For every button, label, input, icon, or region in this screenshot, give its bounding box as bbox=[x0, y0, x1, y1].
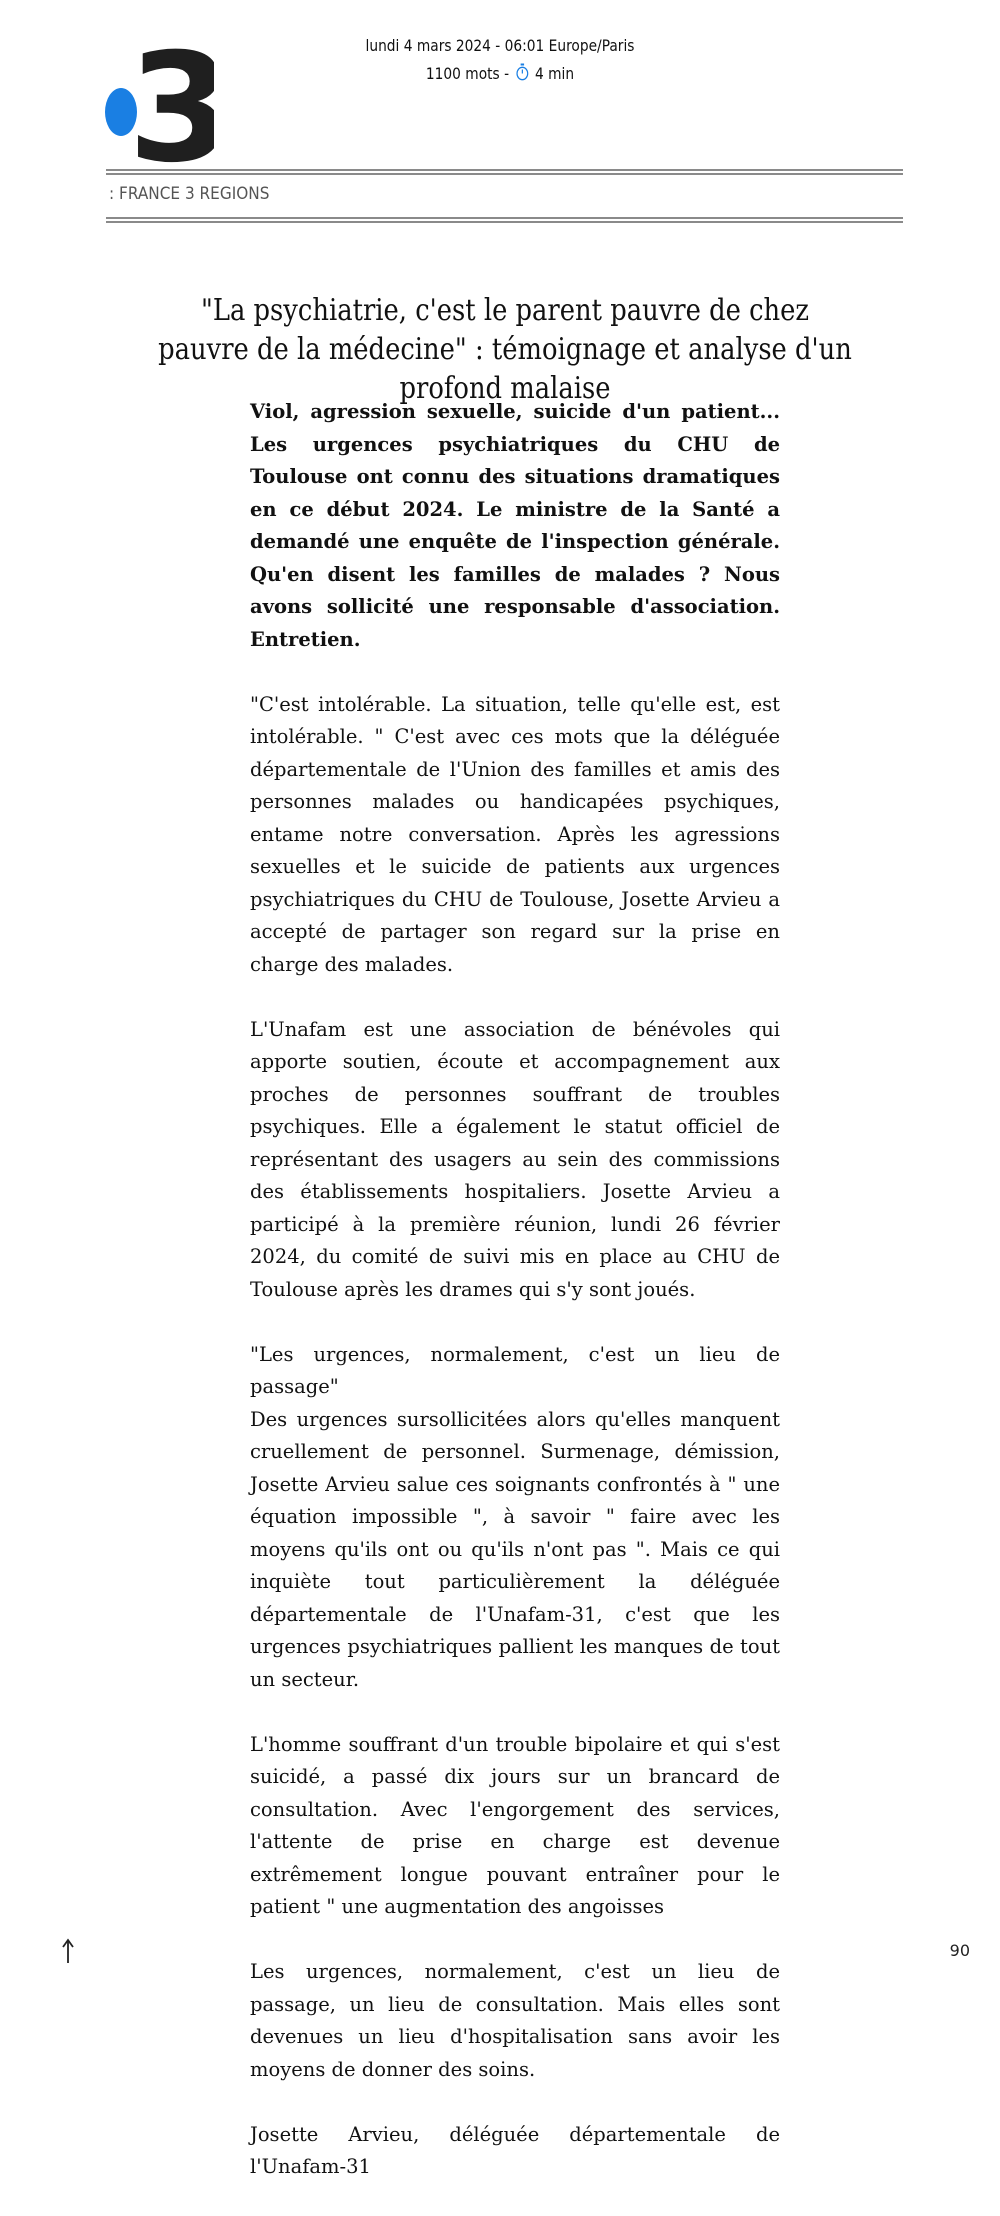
source-label: : FRANCE 3 REGIONS bbox=[109, 184, 270, 204]
arrow-up-icon[interactable] bbox=[58, 1937, 78, 1965]
article-title: "La psychiatrie, c'est le parent pauvre de chez pauvre de la médecine" : témoignage et analyse d'un profond malaise bbox=[158, 293, 852, 406]
article-subheading: "Les urgences, normalement, c'est un lieu de passage" bbox=[250, 1342, 780, 1398]
article-paragraph: L'homme souffrant d'un trouble bipolaire et qui s'est suicidé, a passé dix jours sur un brancard de consultation. Avec l'engorgement des services, l'attente de prise en charge est devenue extrêmement longue pouvant entraîner pour le patient " une augmentation des angoisses bbox=[250, 1732, 780, 1918]
article-quote: Les urgences, normalement, c'est un lieu de passage, un lieu de consultation. Mais elles sont devenues un lieu d'hospitalisation sans avoir les moyens de donner des soins. bbox=[250, 1960, 780, 2081]
publication-date: lundi 4 mars 2024 - 06:01 Europe/Paris bbox=[365, 36, 635, 55]
quote-attribution: Josette Arvieu, déléguée départementale de l'Unafam-31 bbox=[250, 2122, 780, 2178]
page-number: 90 bbox=[949, 1941, 970, 1960]
word-count bbox=[328, 63, 672, 83]
france3-logo bbox=[104, 32, 214, 164]
article-paragraph: Des urgences sursollicitées alors qu'elles manquent cruellement de personnel. Surmenage, démission, Josette Arvieu salue ces soignants confrontés à " une équation impossible ", à savoir " faire avec les moyens qu'ils ont ou qu'ils n'ont pas ". Mais ce qui inquiète tout particulièrement la déléguée départementale de l'Unafam-31, c'est que les urgences psychiatriques pallient les manques de tout un secteur. bbox=[250, 1407, 780, 1691]
article-paragraph: L'Unafam est une association de bénévoles qui apporte soutien, écoute et accompagnement aux proches de personnes souffrant de troubles psychiques. Elle a également le statut officiel de représentant des usagers au sein des commissions des établissements hospitaliers. Josette Arvieu a participé à la première réunion, lundi 26 février 2024, du comité de suivi mis en place au CHU de Toulouse après les drames qui s'y sont joués. bbox=[250, 1017, 780, 1301]
header-rule-bottom bbox=[106, 217, 903, 223]
reading-time: 4 min bbox=[535, 64, 575, 83]
article-lead: Viol, agression sexuelle, suicide d'un patient... Les urgences psychiatriques du CHU de Toulouse ont connu des situations dramatiques en ce début 2024. Le ministre de la Santé a demandé une enquête de l'inspection générale. Qu'en disent les familles de malades ? Nous avons sollicité une responsable d'association. Entretien. bbox=[250, 400, 780, 651]
stopwatch-icon bbox=[515, 63, 529, 81]
header-rule-top bbox=[106, 169, 903, 175]
article-body bbox=[250, 396, 780, 2216]
article-paragraph: "C'est intolérable. La situation, telle qu'elle est, est intolérable. " C'est avec ces mots que la déléguée départementale de l'Union des familles et amis des personnes malades ou handicapées psychiques, entame notre conversation. Après les agressions sexuelles et le suicide de patients aux urgences psychiatriques du CHU de Toulouse, Josette Arvieu a accepté de partager son regard sur la prise en charge des malades. bbox=[250, 692, 780, 976]
svg-text:3: 3 bbox=[128, 32, 214, 164]
word-count-text: 1100 mots - bbox=[425, 64, 510, 83]
